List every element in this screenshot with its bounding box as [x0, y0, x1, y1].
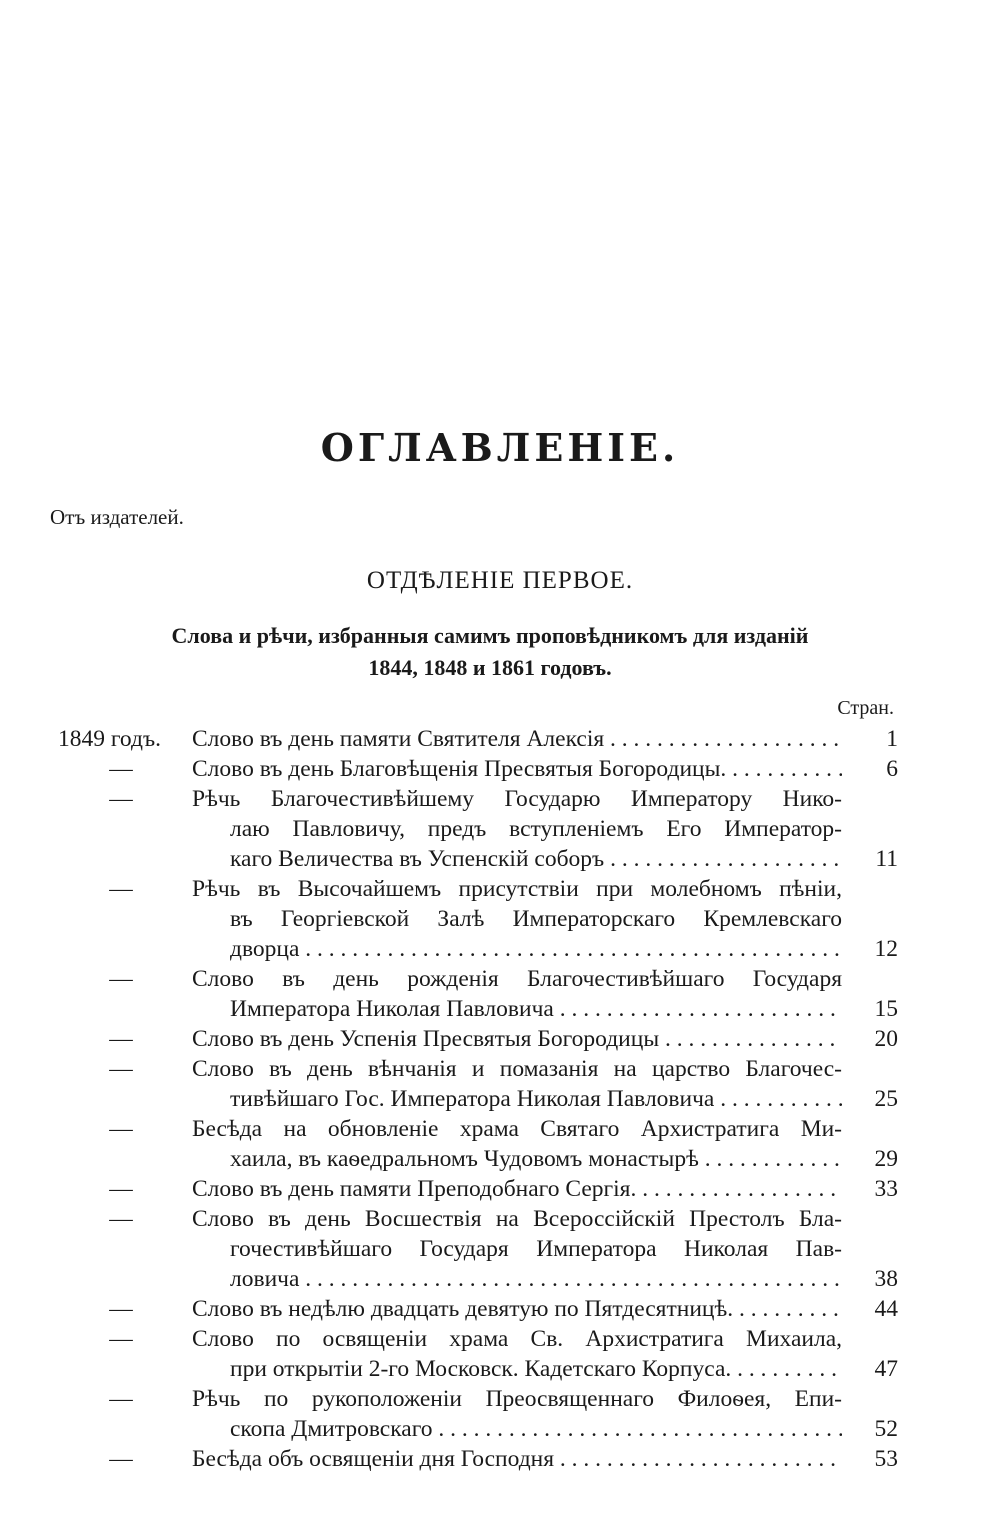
toc-entry-text: Бесѣда объ освященіи дня Господня . . .	[192, 1444, 842, 1474]
section-subtitle	[90, 620, 890, 684]
toc-dash: —	[109, 1056, 133, 1082]
toc-entry	[0, 1384, 1000, 1444]
toc-entry-text: Слово въ день Благовѣщенія Пресвятыя Богородицы. . . .	[192, 754, 842, 784]
toc-dash: —	[109, 1116, 133, 1142]
toc-line	[0, 874, 1000, 904]
toc-line	[0, 1054, 1000, 1084]
toc-line	[0, 1384, 1000, 1414]
toc-page-number: 20	[874, 1026, 898, 1052]
toc-entry	[0, 754, 1000, 784]
toc-entry-text: въ Георгіевской Залѣ Императорскаго Кремлевскаго	[230, 906, 842, 932]
toc-entry	[0, 964, 1000, 1024]
page-title: ОГЛАВЛЕНІЕ.	[320, 425, 680, 470]
toc-line	[0, 1024, 1000, 1054]
toc-line	[0, 1414, 1000, 1444]
toc-entry-text: Слово въ день Восшествія на Всероссійскій Престолъ Бла-	[192, 1206, 842, 1232]
toc-page-number: 38	[874, 1266, 898, 1292]
toc-entry-text: Слово въ день Успенія Пресвятыя Богородицы . . .	[192, 1024, 842, 1054]
toc-dash: —	[109, 1176, 133, 1202]
toc-line	[0, 784, 1000, 814]
toc-entry-text: лаю Павловичу, предъ вступленіемъ Его Император-	[230, 816, 842, 842]
toc-line	[0, 1354, 1000, 1384]
toc-entry	[0, 1024, 1000, 1054]
toc-entry	[0, 784, 1000, 874]
toc-page-number: 15	[874, 996, 898, 1022]
toc-dash: —	[109, 786, 133, 812]
toc-line	[0, 1234, 1000, 1264]
toc-entry-text: Слово по освященіи храма Св. Архистратига Михаила,	[192, 1326, 842, 1352]
toc-entry-text: Слово въ день памяти Святителя Алексія . . .	[192, 724, 842, 754]
toc-page-number: 53	[874, 1446, 898, 1472]
toc-dash: —	[109, 876, 133, 902]
toc-line	[0, 1264, 1000, 1294]
page-column-header: Стран.	[837, 697, 894, 719]
toc-line	[0, 934, 1000, 964]
toc-line	[0, 1444, 1000, 1474]
toc-entry-text: хаила, въ каѳедральномъ Чудовомъ монастырѣ . . .	[230, 1144, 842, 1174]
toc-line	[0, 1324, 1000, 1354]
toc-entry	[0, 1444, 1000, 1474]
toc-year: 1849 годъ.	[58, 726, 161, 752]
toc-entry	[0, 1294, 1000, 1324]
toc-page-number: 6	[886, 756, 898, 782]
toc-entry-text: при открытіи 2-го Московск. Кадетскаго Корпуса. . . .	[230, 1354, 842, 1384]
toc-entry	[0, 1204, 1000, 1294]
toc-page-number: 25	[874, 1086, 898, 1112]
toc-line	[0, 904, 1000, 934]
toc-page-number: 47	[874, 1356, 898, 1382]
toc-line	[0, 1174, 1000, 1204]
toc-entry-text: Императора Николая Павловича . . .	[230, 994, 842, 1024]
toc-page-number: 33	[874, 1176, 898, 1202]
toc-line	[0, 1294, 1000, 1324]
toc-entry-text: тивѣйшаго Гос. Императора Николая Павловича . . .	[230, 1084, 842, 1114]
toc-entry-text: Слово въ день рожденія Благочестивѣйшаго Государя	[192, 966, 842, 992]
subtitle-line-1: Слова и рѣчи, избранныя самимъ проповѣдникомъ для изданій	[171, 623, 809, 648]
toc-entry	[0, 1324, 1000, 1384]
toc-entry-text: каго Величества въ Успенскій соборъ . . .	[230, 844, 842, 874]
toc-dash: —	[109, 1296, 133, 1322]
toc-entry	[0, 1114, 1000, 1174]
toc-entry	[0, 874, 1000, 964]
toc-dash: —	[109, 1326, 133, 1352]
subtitle-line-2: 1844, 1848 и 1861 годовъ.	[368, 655, 612, 680]
toc-entry-text: Рѣчь по рукоположеніи Преосвященнаго Филоѳея, Епи-	[192, 1386, 842, 1412]
toc-page-number: 11	[875, 846, 898, 872]
toc-page-number: 44	[874, 1296, 898, 1322]
toc-line	[0, 964, 1000, 994]
toc-entry-text: скопа Дмитровскаго . . .	[230, 1414, 842, 1444]
toc-dash: —	[109, 1446, 133, 1472]
preface-entry: Отъ издателей.	[50, 505, 184, 529]
toc-dash: —	[109, 966, 133, 992]
toc-line	[0, 1084, 1000, 1114]
toc-entry-text: Рѣчь въ Высочайшемъ присутствіи при молебномъ пѣніи,	[192, 876, 842, 902]
toc-line	[0, 994, 1000, 1024]
toc-dash: —	[109, 1026, 133, 1052]
toc-page-number: 29	[874, 1146, 898, 1172]
toc-entry	[0, 1054, 1000, 1114]
toc-entry-text: Слово въ день памяти Преподобнаго Сергія. . . .	[192, 1174, 842, 1204]
toc-entry-text: Рѣчь Благочестивѣйшему Государю Императору Нико-	[192, 786, 842, 812]
toc-entry-text: Бесѣда на обновленіе храма Святаго Архистратига Ми-	[192, 1116, 842, 1142]
toc-line	[0, 754, 1000, 784]
toc-page-number: 12	[874, 936, 898, 962]
toc-entry-text: гочестивѣйшаго Государя Императора Николая Пав-	[230, 1236, 842, 1262]
toc-line	[0, 814, 1000, 844]
section-heading: ОТДѢЛЕНІЕ ПЕРВОЕ.	[366, 567, 634, 594]
toc-line	[0, 844, 1000, 874]
toc-line	[0, 1144, 1000, 1174]
toc-entry-text: Слово въ недѣлю двадцать девятую по Пятдесятницѣ. . . .	[192, 1294, 842, 1324]
toc-entry	[0, 1174, 1000, 1204]
toc-dash: —	[109, 756, 133, 782]
toc-dash: —	[109, 1386, 133, 1412]
toc-line	[0, 1114, 1000, 1144]
toc-entry-text: дворца . . .	[230, 934, 842, 964]
toc-line	[0, 1204, 1000, 1234]
toc-entry-text: ловича . . .	[230, 1264, 842, 1294]
toc-page-number: 52	[874, 1416, 898, 1442]
toc-page-number: 1	[886, 726, 898, 752]
toc-line	[0, 724, 1000, 754]
toc-dash: —	[109, 1206, 133, 1232]
toc-entry	[0, 724, 1000, 754]
toc-entry-text: Слово въ день вѣнчанія и помазанія на царство Благочес-	[192, 1056, 842, 1082]
table-of-contents	[0, 724, 1000, 1474]
